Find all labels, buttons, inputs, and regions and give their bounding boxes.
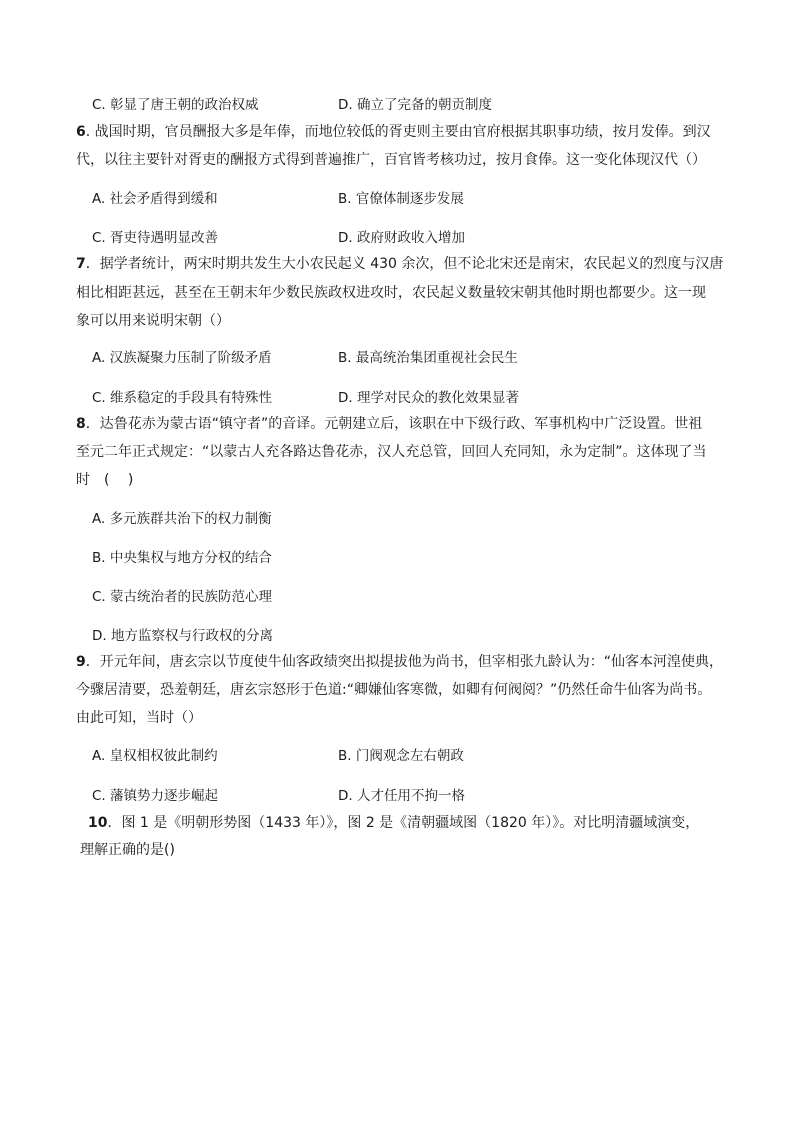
q8-stem-line3: 时 ( ) [76,472,134,488]
q7-number: 7 [76,256,86,272]
q9-stem-line3: 由此可知，当时（） [76,710,202,726]
q6-option-d: D. 政府财政收入增加 [338,230,465,246]
q10-stem-line2: 理解正确的是() [80,842,175,858]
q5-option-d: D. 确立了完备的朝贡制度 [338,97,492,113]
q7-stem-line1 [76,254,723,274]
q9-stem-line2: 今骤居清要，恐羞朝廷，唐玄宗怒形于色道:“卿嫌仙客寒微，如卿有何阀阅？”仍然任命牛仙客为尚书。 [76,682,712,698]
q5-option-c: C. 彰显了唐王朝的政治权威 [92,97,259,113]
q10-text-line1: ．图 1 是《明朝形势图（1433 年）》，图 2 是《清朝疆域图（1820 年）》。对比明清疆域演变， [107,815,700,831]
q7-option-c: C. 维系稳定的手段具有特殊性 [92,390,273,406]
q8-stem-line1 [76,414,702,434]
q10-stem-line1 [88,813,699,833]
q8-number: 8 [76,416,86,432]
q9-number: 9 [76,654,86,670]
q7-option-d: D. 理学对民众的教化效果显著 [338,390,519,406]
q8-stem-line2: 至元二年正式规定：“以蒙古人充各路达鲁花赤，汉人充总管，回回人充同知，永为定制”。这体现了当 [76,444,707,460]
q7-text-line1: ．据学者统计，两宋时期共发生大小农民起义 430 余次，但不论北宋还是南宋，农民起义的烈度与汉唐 [85,256,724,272]
q6-stem-line2: 代，以往主要针对胥吏的酬报方式得到普遍推广，百官皆考核功过，按月食俸。这一变化体现汉代（） [76,152,706,168]
q9-option-d: D. 人才任用不拘一格 [338,788,465,804]
q7-option-b: B. 最高统治集团重视社会民生 [338,350,518,366]
q7-stem-line3: 象可以用来说明宋朝（） [76,313,230,329]
q6-option-b: B. 官僚体制逐步发展 [338,191,464,207]
q8-option-d: D. 地方监察权与行政权的分离 [92,628,273,644]
q6-option-c: C. 胥吏待遇明显改善 [92,230,219,246]
q6-text-line1: . 战国时期，官员酬报大多是年俸，而地位较低的胥吏则主要由官府根据其职事功绩，按月发俸。到汉 [85,124,711,140]
q8-option-c: C. 蒙古统治者的民族防范心理 [92,589,273,605]
q6-number: 6 [76,124,86,140]
q8-option-a: A. 多元族群共治下的权力制衡 [92,511,272,527]
q9-option-a: A. 皇权相权彼此制约 [92,748,218,764]
q8-text-line1: ．达鲁花赤为蒙古语“镇守者”的音译。元朝建立后，该职在中下级行政、军事机构中广泛设置。世祖 [85,416,703,432]
q8-option-b: B. 中央集权与地方分权的结合 [92,550,272,566]
q6-option-a: A. 社会矛盾得到缓和 [92,191,218,207]
q6-stem-line1 [76,122,711,142]
q7-stem-line2: 相比相距甚远，甚至在王朝末年少数民族政权进攻时，农民起义数量较宋朝其他时期也都要少。这一现 [76,285,706,301]
q9-option-c: C. 藩镇势力逐步崛起 [92,788,219,804]
q9-option-b: B. 门阀观念左右朝政 [338,748,464,764]
q9-text-line1: ．开元年间，唐玄宗以节度使牛仙客政绩突出拟提拔他为尚书，但宰相张九龄认为：“仙客本河湟使典， [85,654,724,670]
q9-stem-line1 [76,652,723,672]
q7-option-a: A. 汉族凝聚力压制了阶级矛盾 [92,350,272,366]
q10-number: 10 [88,815,108,831]
